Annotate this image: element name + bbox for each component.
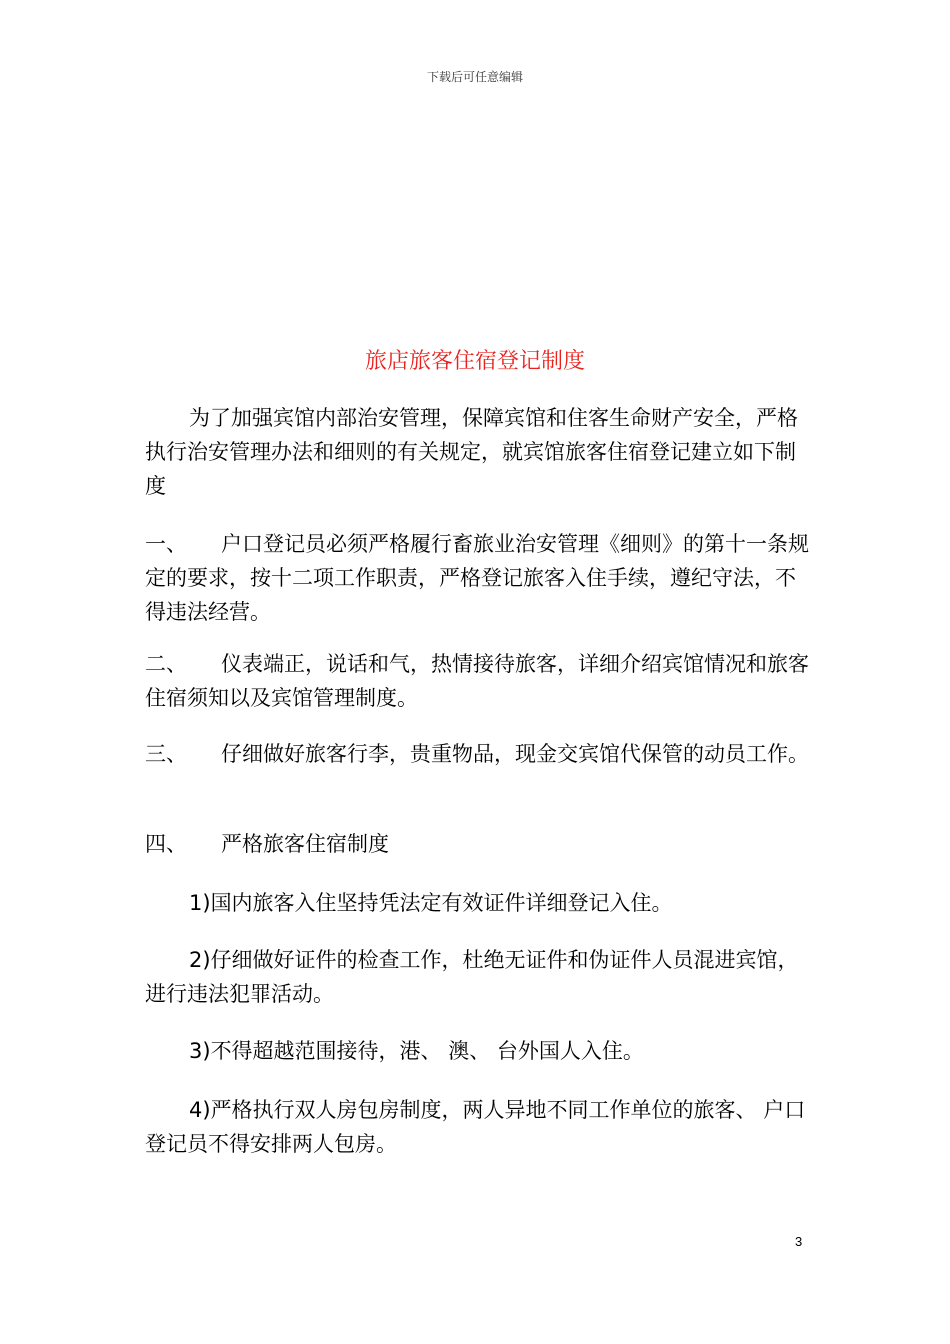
sub-list-item — [145, 1034, 810, 1068]
item-text: 仔细做好旅客行李，贵重物品，现金交宾馆代保管的动员工作。 — [221, 742, 809, 766]
sub-item-text: 国内旅客入住坚持凭法定有效证件详细登记入住。 — [210, 891, 673, 915]
item-marker: 四、 — [145, 832, 187, 856]
sub-item-marker: 3) — [189, 1039, 211, 1063]
header-note: 下载后可任意编辑 — [426, 70, 523, 84]
sub-list-item — [145, 886, 810, 920]
sub-item-text: 仔细做好证件的检查工作，杜绝无证件和伪证件人员混进宾馆，进行违法犯罪活动。 — [145, 948, 799, 1006]
list-item — [145, 527, 810, 629]
list-item — [145, 827, 810, 861]
intro-text: 为了加强宾馆内部治安管理，保障宾馆和住客生命财产安全，严格执行治安管理办法和细则的有关规定，就宾馆旅客住宿登记建立如下制度 — [145, 406, 798, 498]
document-title: 旅店旅客住宿登记制度 — [364, 349, 585, 374]
item-text: 仪表端正，说话和气，热情接待旅客，详细介绍宾馆情况和旅客住宿须知以及宾馆管理制度。 — [145, 652, 809, 710]
intro-paragraph — [145, 401, 810, 503]
item-marker: 三、 — [145, 742, 187, 766]
sub-item-marker: 2) — [189, 948, 211, 972]
item-text: 严格旅客住宿制度 — [221, 832, 389, 856]
item-marker: 二、 — [145, 652, 187, 676]
sub-item-text: 严格执行双人房包房制度，两人异地不同工作单位的旅客、 户口登记员不得安排两人包房。 — [145, 1098, 806, 1156]
list-item — [145, 647, 810, 715]
list-item — [145, 737, 810, 771]
item-marker: 一、 — [145, 532, 187, 556]
sub-item-marker: 4) — [189, 1098, 211, 1122]
item-text: 户口登记员必须严格履行畜旅业治安管理《细则》的第十一条规定的要求，按十二项工作职责，严格登记旅客入住手续，遵纪守法，不得违法经营。 — [145, 532, 809, 624]
sub-list-item — [145, 1093, 810, 1161]
sub-item-marker: 1) — [189, 891, 211, 915]
page-number: 3 — [795, 1234, 803, 1249]
sub-item-text: 不得超越范围接待，港、 澳、 台外国人入住。 — [210, 1039, 644, 1063]
sub-list-item — [145, 943, 810, 1011]
